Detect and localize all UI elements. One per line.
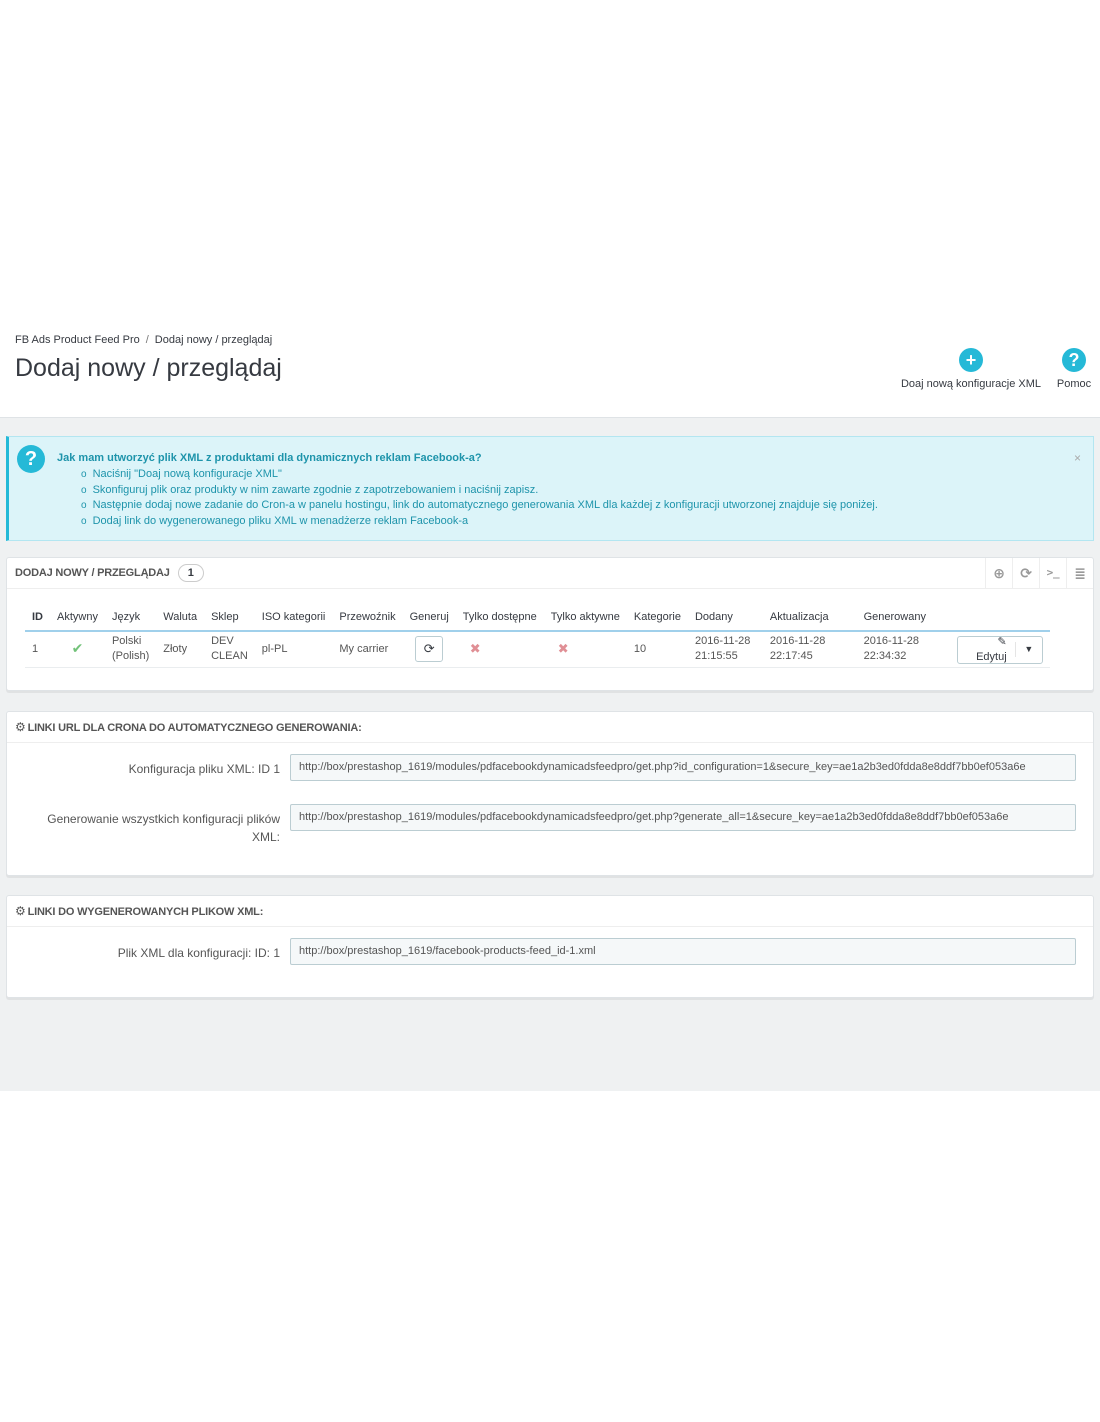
sql-query-icon[interactable]: >_	[1039, 558, 1066, 588]
cell-iso: pl-PL	[255, 631, 333, 667]
table-row[interactable]	[25, 631, 1050, 667]
generated-date: 2016-11-28	[863, 635, 920, 648]
column-header[interactable]: Tylko dostępne	[456, 603, 544, 631]
column-header[interactable]: Waluta	[156, 603, 204, 631]
cell-generate	[403, 631, 456, 667]
cross-icon[interactable]: ✖	[469, 640, 481, 656]
page-header	[0, 326, 1100, 418]
column-header[interactable]: Dodany	[688, 603, 763, 631]
column-header[interactable]: ID	[25, 603, 50, 631]
column-header[interactable]: Tylko aktywne	[544, 603, 627, 631]
cell-only-active	[544, 631, 627, 667]
help-button[interactable]	[1052, 348, 1096, 390]
config-url-field[interactable]: http://box/prestashop_1619/modules/pdfacebookdynamicadsfeedpro/get.php?id_configuration=1&secure_key=ae1a2b3ed0fdda8e8ddf7bb0ef053a6e	[290, 754, 1076, 781]
cron-links-panel	[6, 711, 1094, 876]
refresh-icon[interactable]: ⟳	[1012, 558, 1039, 588]
count-badge: 1	[178, 564, 204, 582]
cell-categories: 10	[627, 631, 688, 667]
cell-only-available	[456, 631, 544, 667]
panel-toolbar	[985, 558, 1093, 588]
configuration-table	[25, 603, 1050, 668]
close-icon[interactable]: ×	[1073, 451, 1081, 465]
cell-generated	[857, 631, 950, 667]
cell-updated	[763, 631, 857, 667]
refresh-icon: ⟳	[423, 641, 435, 657]
cron-panel-title: LINKI URL DLA CRONA DO AUTOMATYCZNEGO GENEROWANIA:	[27, 722, 362, 734]
page-title: Dodaj nowy / przeglądaj	[15, 354, 282, 382]
table-header-row	[25, 603, 1050, 631]
column-header[interactable]: Przewoźnik	[332, 603, 402, 631]
cell-language	[105, 631, 156, 667]
file-url-field[interactable]: http://box/prestashop_1619/facebook-products-feed_id-1.xml	[290, 938, 1076, 965]
cell-added	[688, 631, 763, 667]
cell-currency: Złoty	[156, 631, 204, 667]
column-header[interactable]: Język	[105, 603, 156, 631]
edit-button-group	[957, 636, 1043, 664]
shop-name-line1: DEV	[211, 635, 234, 648]
breadcrumb-separator: /	[145, 334, 149, 346]
cron-panel-heading	[7, 712, 1093, 743]
list-panel-heading	[7, 558, 1093, 589]
check-icon[interactable]: ✔	[71, 639, 84, 656]
breadcrumb-parent-link[interactable]: FB Ads Product Feed Pro	[15, 334, 140, 346]
alert-list	[81, 467, 878, 529]
cell-shop	[204, 631, 255, 667]
generate-button[interactable]	[415, 636, 443, 662]
alert-list-item: o Dodaj link do wygenerowanego pliku XML w menadżerze reklam Facebook-a	[81, 514, 878, 530]
alert-list-item: o Naciśnij "Doaj nową konfiguracje XML"	[81, 467, 878, 483]
alert-list-item: o Następnie dodaj nowe zadanie do Cron-a w panelu hostingu, link do automatycznego generowania XML dla każdej z konfiguracji utworzonej znajduje się poniżej.	[81, 498, 878, 514]
question-circle-icon: ?	[17, 445, 45, 473]
column-header[interactable]: Aktywny	[50, 603, 105, 631]
add-xml-configuration-button[interactable]	[896, 348, 1046, 390]
column-header[interactable]: ISO kategorii	[255, 603, 333, 631]
edit-button[interactable]	[958, 635, 1015, 665]
breadcrumb	[15, 334, 272, 346]
shop-name-line2: CLEAN	[211, 650, 248, 663]
cross-icon[interactable]: ✖	[557, 640, 569, 656]
cell-carrier: My carrier	[332, 631, 402, 667]
files-panel-heading	[7, 896, 1093, 927]
files-panel-title: LINKI DO WYGENEROWANYCH PLIKOW XML:	[27, 906, 264, 918]
alert-list-item: o Skonfiguruj plik oraz produkty w nim zawarte zgodnie z zapotrzebowaniem i naciśnij zapisz.	[81, 483, 878, 499]
active-status[interactable]	[50, 631, 105, 667]
breadcrumb-current: Dodaj nowy / przeglądaj	[154, 334, 273, 346]
edit-label: Edytuj	[976, 650, 1007, 663]
column-header[interactable]: Sklep	[204, 603, 255, 631]
gears-icon: ⚙	[15, 904, 26, 918]
add-new-icon[interactable]: ⊕	[985, 558, 1012, 588]
add-xml-configuration-label: Doaj nową konfiguracje XML	[900, 378, 1042, 390]
question-circle-icon: ?	[1062, 348, 1086, 372]
alert-title: Jak mam utworzyć plik XML z produktami dla dynamicznych reklam Facebook-a?	[57, 452, 482, 464]
config-url-label: Konfiguracja pliku XML: ID 1	[128, 762, 280, 776]
generate-all-label-line2: XML:	[251, 830, 280, 844]
caret-down-icon[interactable]: ▼	[1015, 642, 1042, 657]
generated-time: 22:34:32	[863, 650, 907, 663]
plus-circle-icon: +	[959, 348, 983, 372]
cell-actions	[950, 631, 1050, 667]
column-header[interactable]: Kategorie	[627, 603, 688, 631]
pencil-icon: ✎	[997, 635, 1007, 648]
generate-all-url-field[interactable]: http://box/prestashop_1619/modules/pdfacebookdynamicadsfeedpro/get.php?generate_all=1&secure_key=ae1a2b3ed0fdda8e8ddf7bb0ef053a6e	[290, 804, 1076, 831]
column-header[interactable]: Generuj	[403, 603, 456, 631]
actions-column-header	[950, 603, 1050, 631]
file-url-label: Plik XML dla konfiguracji: ID: 1	[117, 946, 280, 960]
database-icon[interactable]: ≣	[1066, 558, 1093, 588]
list-panel-title: DODAJ NOWY / PRZEGLĄDAJ	[15, 567, 170, 579]
cell-id: 1	[25, 631, 50, 667]
help-label: Pomoc	[1056, 378, 1092, 390]
generate-all-label-line1: Generowanie wszystkich konfiguracji plików	[47, 812, 280, 826]
configuration-list-panel	[6, 557, 1094, 691]
column-header[interactable]: Aktualizacja	[763, 603, 857, 631]
updated-time: 22:17:45	[769, 650, 813, 663]
updated-date: 2016-11-28	[769, 635, 826, 648]
language-native: (Polish)	[111, 650, 150, 663]
language-name: Polski	[111, 635, 142, 648]
added-time: 21:15:55	[694, 650, 738, 663]
column-header[interactable]: Generowany	[857, 603, 950, 631]
added-date: 2016-11-28	[694, 635, 751, 648]
generated-files-panel	[6, 895, 1094, 998]
gears-icon: ⚙	[15, 720, 26, 734]
content-area	[0, 418, 1100, 1091]
info-alert	[6, 436, 1094, 541]
generate-all-url-label	[47, 810, 280, 846]
